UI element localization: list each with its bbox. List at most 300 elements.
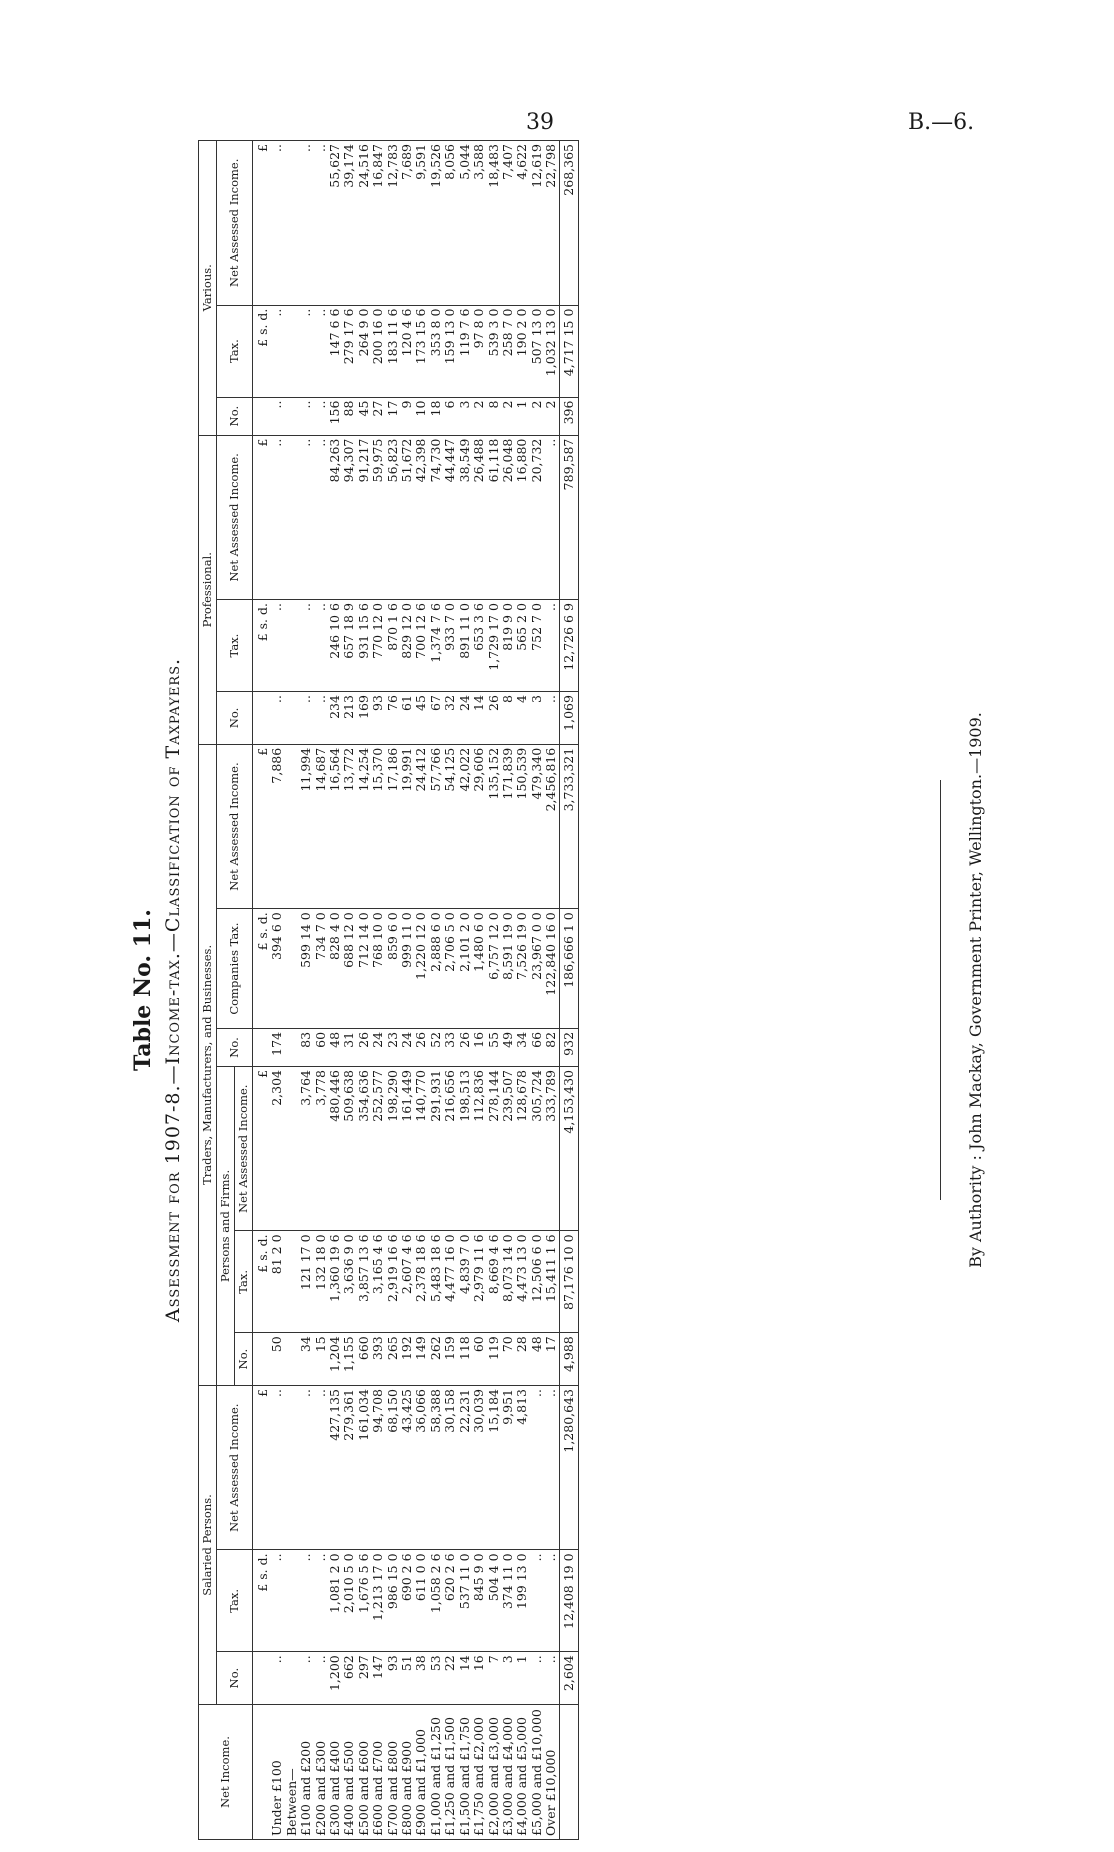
- cell-p-inc: 480,446: [328, 1067, 342, 1231]
- table-number: Table No. 11.: [130, 909, 156, 1071]
- cell-pr-tax: 246 10 6: [328, 600, 342, 692]
- cell-p-inc: 198,290: [386, 1067, 400, 1231]
- cell-s-tax: ..: [299, 1550, 313, 1652]
- cell-pr-inc: ..: [544, 435, 559, 599]
- header-professional: Professional.: [199, 435, 217, 744]
- cell-pr-inc: 44,447: [443, 435, 457, 599]
- cell-v-tax: 1,032 13 0: [544, 305, 559, 397]
- cell-v-tax: ..: [270, 305, 284, 397]
- cell-c-inc: 171,839: [501, 744, 515, 908]
- cell-pr-inc: 56,823: [386, 435, 400, 599]
- cell-pr-tax: 933 7 0: [443, 600, 457, 692]
- cell-p-inc: 3,778: [314, 1067, 328, 1231]
- cell-v-inc: 7,407: [501, 141, 515, 306]
- cell-v-tax: 353 8 0: [429, 305, 443, 397]
- cell-p-no: 15: [314, 1333, 328, 1386]
- cell-p-no: [285, 1333, 299, 1386]
- cell-pr-inc: 38,549: [458, 435, 472, 599]
- cell-s-inc: 9,951: [501, 1386, 515, 1550]
- cell-v-no: 6: [443, 397, 457, 435]
- cell-s-inc: ..: [544, 1386, 559, 1550]
- cell-s-no: [285, 1652, 299, 1705]
- row-label: £200 and £300: [314, 1705, 328, 1840]
- cell-p-no: 393: [371, 1333, 385, 1386]
- cell-s-inc: 94,708: [371, 1386, 385, 1550]
- cell-s-no: ..: [530, 1652, 544, 1705]
- cell-v-inc: ..: [299, 141, 313, 306]
- cell-pr-tax: 653 3 6: [472, 600, 486, 692]
- cell-v-no: 3: [458, 397, 472, 435]
- table-row: [357, 141, 371, 1840]
- total-s-tax: 12,408 19 0: [559, 1550, 578, 1652]
- unit-row: £ s. d. £ £ s. d. £ £ s. d. £ £ s. d. £ £ s. d. £: [253, 141, 271, 1840]
- cell-s-tax: 611 0 0: [414, 1550, 428, 1652]
- cell-s-tax: ..: [270, 1550, 284, 1652]
- cell-c-no: 16: [472, 1028, 486, 1066]
- cell-p-no: 265: [386, 1333, 400, 1386]
- cell-c-no: 174: [270, 1028, 284, 1066]
- row-label: Under £100: [270, 1705, 284, 1840]
- cell-pr-no: 76: [386, 692, 400, 745]
- cell-pr-inc: 94,307: [342, 435, 356, 599]
- cell-c-no: 66: [530, 1028, 544, 1066]
- cell-p-tax: 2,979 11 6: [472, 1231, 486, 1333]
- cell-pr-tax: 700 12 6: [414, 600, 428, 692]
- cell-p-inc: 509,638: [342, 1067, 356, 1231]
- cell-s-tax: ..: [544, 1550, 559, 1652]
- cell-c-inc: 14,687: [314, 744, 328, 908]
- cell-c-no: 60: [314, 1028, 328, 1066]
- cell-v-no: 8: [487, 397, 501, 435]
- cell-v-inc: 9,591: [414, 141, 428, 306]
- cell-p-no: 192: [400, 1333, 414, 1386]
- cell-p-inc: 198,513: [458, 1067, 472, 1231]
- cell-c-no: 26: [357, 1028, 371, 1066]
- cell-pr-no: 32: [443, 692, 457, 745]
- cell-pr-tax: 1,729 17 0: [487, 600, 501, 692]
- cell-pr-tax: 819 9 0: [501, 600, 515, 692]
- cell-s-no: 7: [487, 1652, 501, 1705]
- cell-s-tax: 537 11 0: [458, 1550, 472, 1652]
- cell-s-no: 38: [414, 1652, 428, 1705]
- cell-v-tax: 183 11 6: [386, 305, 400, 397]
- cell-v-tax: 119 7 6: [458, 305, 472, 397]
- cell-v-tax: 539 3 0: [487, 305, 501, 397]
- cell-p-tax: 5,483 18 6: [429, 1231, 443, 1333]
- cell-p-no: 119: [487, 1333, 501, 1386]
- cell-p-tax: 2,607 4 6: [400, 1231, 414, 1333]
- cell-s-tax: 2,010 5 0: [342, 1550, 356, 1652]
- cell-v-no: 2: [472, 397, 486, 435]
- cell-v-no: ..: [270, 397, 284, 435]
- cell-s-no: ..: [314, 1652, 328, 1705]
- cell-p-tax: 1,360 19 6: [328, 1231, 342, 1333]
- cell-pr-no: 8: [501, 692, 515, 745]
- cell-v-inc: 4,622: [515, 141, 529, 306]
- cell-s-tax: 374 11 0: [501, 1550, 515, 1652]
- cell-s-inc: ..: [530, 1386, 544, 1550]
- cell-c-tax: 7,526 19 0: [515, 909, 529, 1029]
- cell-pr-tax: [285, 600, 299, 692]
- row-label: £400 and £500: [342, 1705, 356, 1840]
- cell-s-tax: ..: [530, 1550, 544, 1652]
- cell-s-inc: [285, 1386, 299, 1550]
- cell-c-no: 49: [501, 1028, 515, 1066]
- cell-s-tax: 199 13 0: [515, 1550, 529, 1652]
- cell-p-inc: 278,144: [487, 1067, 501, 1231]
- cell-c-tax: 599 14 0: [299, 909, 313, 1029]
- cell-v-no: 10: [414, 397, 428, 435]
- table-row: [544, 141, 559, 1840]
- table-row: [472, 141, 486, 1840]
- table-row: [386, 141, 400, 1840]
- cell-v-no: 2: [501, 397, 515, 435]
- cell-v-inc: 5,044: [458, 141, 472, 306]
- header-tax: Tax.: [217, 1550, 253, 1652]
- header-tax: Tax.: [217, 600, 253, 692]
- cell-c-tax: 828 4 0: [328, 909, 342, 1029]
- cell-c-inc: 13,772: [342, 744, 356, 908]
- cell-s-no: 1,200: [328, 1652, 342, 1705]
- cell-c-inc: 14,254: [357, 744, 371, 908]
- cell-p-tax: 2,919 16 6: [386, 1231, 400, 1333]
- cell-s-tax: 1,676 5 6: [357, 1550, 371, 1652]
- cell-s-tax: 1,213 17 0: [371, 1550, 385, 1652]
- cell-s-no: ..: [544, 1652, 559, 1705]
- cell-c-tax: 23,967 0 0: [530, 909, 544, 1029]
- cell-c-no: 52: [429, 1028, 443, 1066]
- cell-s-no: 3: [501, 1652, 515, 1705]
- cell-pr-tax: ..: [544, 600, 559, 692]
- cell-pr-inc: 84,263: [328, 435, 342, 599]
- cell-c-no: 83: [299, 1028, 313, 1066]
- header-net-assessed: Net Assessed Income.: [217, 435, 253, 599]
- header-net-income: Net Income.: [199, 1705, 253, 1840]
- total-c-no: 932: [559, 1028, 578, 1066]
- cell-pr-tax: 1,374 7 6: [429, 600, 443, 692]
- cell-pr-no: ..: [544, 692, 559, 745]
- total-p-tax: 87,176 10 0: [559, 1231, 578, 1333]
- header-salaried: Salaried Persons.: [199, 1386, 217, 1705]
- cell-p-tax: 8,669 4 6: [487, 1231, 501, 1333]
- cell-p-inc: [285, 1067, 299, 1231]
- cell-p-inc: 140,770: [414, 1067, 428, 1231]
- cell-p-tax: 4,477 16 0: [443, 1231, 457, 1333]
- row-label: £1,000 and £1,250: [429, 1705, 443, 1840]
- cell-p-no: 149: [414, 1333, 428, 1386]
- document-reference: B.—6.: [908, 110, 975, 135]
- cell-p-no: 28: [515, 1333, 529, 1386]
- table-row: [429, 141, 443, 1840]
- cell-v-tax: 200 16 0: [371, 305, 385, 397]
- cell-s-inc: 4,813: [515, 1386, 529, 1550]
- row-label: £2,000 and £3,000: [487, 1705, 501, 1840]
- cell-p-tax: 15,411 1 6: [544, 1231, 559, 1333]
- table-row: [328, 141, 342, 1840]
- cell-s-no: 662: [342, 1652, 356, 1705]
- table-row: [299, 141, 313, 1840]
- total-p-inc: 4,153,430: [559, 1067, 578, 1231]
- cell-v-inc: 55,627: [328, 141, 342, 306]
- cell-v-tax: 147 6 6: [328, 305, 342, 397]
- cell-c-inc: 54,125: [443, 744, 457, 908]
- cell-pr-no: 26: [487, 692, 501, 745]
- table-body: [253, 141, 579, 1840]
- cell-c-inc: 2,456,816: [544, 744, 559, 908]
- cell-s-inc: ..: [270, 1386, 284, 1550]
- footer-rule: [940, 780, 941, 1200]
- cell-v-tax: 190 2 0: [515, 305, 529, 397]
- cell-p-inc: 3,764: [299, 1067, 313, 1231]
- cell-pr-inc: 59,975: [371, 435, 385, 599]
- cell-v-inc: 16,847: [371, 141, 385, 306]
- cell-p-tax: 2,378 18 6: [414, 1231, 428, 1333]
- cell-pr-inc: ..: [299, 435, 313, 599]
- cell-v-no: ..: [299, 397, 313, 435]
- row-label: £500 and £600: [357, 1705, 371, 1840]
- cell-s-tax: 620 2 6: [443, 1550, 457, 1652]
- row-label: £1,750 and £2,000: [472, 1705, 486, 1840]
- page-number: 39: [526, 110, 554, 135]
- cell-pr-inc: [285, 435, 299, 599]
- table-row: [285, 141, 299, 1840]
- cell-c-no: 34: [515, 1028, 529, 1066]
- cell-s-no: 16: [472, 1652, 486, 1705]
- cell-v-no: 45: [357, 397, 371, 435]
- cell-p-tax: 132 18 0: [314, 1231, 328, 1333]
- cell-pr-no: 213: [342, 692, 356, 745]
- table-row: [414, 141, 428, 1840]
- cell-s-no: 93: [386, 1652, 400, 1705]
- table-row: [530, 141, 544, 1840]
- cell-s-inc: 279,361: [342, 1386, 356, 1550]
- total-s-inc: 1,280,643: [559, 1386, 578, 1550]
- cell-pr-no: 24: [458, 692, 472, 745]
- cell-c-no: 24: [400, 1028, 414, 1066]
- cell-s-inc: 22,231: [458, 1386, 472, 1550]
- totals-row: [559, 141, 578, 1840]
- cell-s-inc: ..: [314, 1386, 328, 1550]
- row-label: £5,000 and £10,000: [530, 1705, 544, 1840]
- cell-v-inc: 24,516: [357, 141, 371, 306]
- cell-s-inc: 58,388: [429, 1386, 443, 1550]
- cell-s-no: ..: [270, 1652, 284, 1705]
- row-label: £1,250 and £1,500: [443, 1705, 457, 1840]
- table-row: [515, 141, 529, 1840]
- cell-pr-inc: 20,732: [530, 435, 544, 599]
- table-row: [314, 141, 328, 1840]
- cell-c-tax: 859 6 0: [386, 909, 400, 1029]
- table-row: [400, 141, 414, 1840]
- cell-p-tax: 121 17 0: [299, 1231, 313, 1333]
- cell-c-no: 26: [414, 1028, 428, 1066]
- cell-v-inc: 22,798: [544, 141, 559, 306]
- table-row: [487, 141, 501, 1840]
- cell-pr-no: 93: [371, 692, 385, 745]
- cell-c-no: 55: [487, 1028, 501, 1066]
- cell-c-tax: 6,757 12 0: [487, 909, 501, 1029]
- header-various: Various.: [199, 141, 217, 436]
- cell-c-inc: 29,606: [472, 744, 486, 908]
- cell-p-no: 34: [299, 1333, 313, 1386]
- cell-pr-no: 14: [472, 692, 486, 745]
- cell-p-tax: 3,165 4 6: [371, 1231, 385, 1333]
- cell-pr-no: ..: [270, 692, 284, 745]
- cell-c-tax: 768 10 0: [371, 909, 385, 1029]
- total-pr-no: 1,069: [559, 692, 578, 745]
- cell-pr-tax: 931 15 6: [357, 600, 371, 692]
- cell-pr-no: [285, 692, 299, 745]
- cell-v-inc: 8,056: [443, 141, 457, 306]
- cell-v-tax: 507 13 0: [530, 305, 544, 397]
- cell-v-no: 2: [530, 397, 544, 435]
- row-label: £700 and £800: [386, 1705, 400, 1840]
- cell-v-tax: 279 17 6: [342, 305, 356, 397]
- cell-pr-tax: 770 12 0: [371, 600, 385, 692]
- cell-v-no: ..: [314, 397, 328, 435]
- cell-c-no: 26: [458, 1028, 472, 1066]
- cell-c-no: 48: [328, 1028, 342, 1066]
- cell-v-no: [285, 397, 299, 435]
- cell-pr-inc: 51,672: [400, 435, 414, 599]
- cell-s-no: 147: [371, 1652, 385, 1705]
- cell-s-inc: 36,066: [414, 1386, 428, 1550]
- table-row: [501, 141, 515, 1840]
- cell-pr-no: 169: [357, 692, 371, 745]
- table-row: [342, 141, 356, 1840]
- cell-pr-inc: 91,217: [357, 435, 371, 599]
- row-label: £1,500 and £1,750: [458, 1705, 472, 1840]
- cell-c-inc: 57,766: [429, 744, 443, 908]
- cell-c-no: 31: [342, 1028, 356, 1066]
- cell-v-inc: 12,619: [530, 141, 544, 306]
- cell-v-inc: [285, 141, 299, 306]
- cell-pr-tax: 829 12 0: [400, 600, 414, 692]
- cell-c-inc: 17,186: [386, 744, 400, 908]
- cell-c-tax: 122,840 16 0: [544, 909, 559, 1029]
- cell-pr-inc: 61,118: [487, 435, 501, 599]
- cell-s-inc: 161,034: [357, 1386, 371, 1550]
- cell-c-inc: 19,991: [400, 744, 414, 908]
- row-label: £300 and £400: [328, 1705, 342, 1840]
- header-no: No.: [217, 1652, 253, 1705]
- cell-s-inc: 30,039: [472, 1386, 486, 1550]
- cell-p-no: 17: [544, 1333, 559, 1386]
- cell-pr-inc: 42,398: [414, 435, 428, 599]
- cell-p-no: 159: [443, 1333, 457, 1386]
- row-label: £900 and £1,000: [414, 1705, 428, 1840]
- total-v-tax: 4,717 15 0: [559, 305, 578, 397]
- cell-v-no: 9: [400, 397, 414, 435]
- cell-pr-tax: 565 2 0: [515, 600, 529, 692]
- cell-v-inc: ..: [314, 141, 328, 306]
- cell-v-no: 2: [544, 397, 559, 435]
- cell-p-tax: 4,839 7 0: [458, 1231, 472, 1333]
- cell-p-tax: 8,073 14 0: [501, 1231, 515, 1333]
- cell-v-no: 1: [515, 397, 529, 435]
- cell-p-no: 1,155: [342, 1333, 356, 1386]
- total-c-inc: 3,733,321: [559, 744, 578, 908]
- header-companies-tax: Companies Tax.: [217, 909, 253, 1029]
- cell-pr-tax: ..: [299, 600, 313, 692]
- cell-c-no: 33: [443, 1028, 457, 1066]
- cell-p-inc: 216,656: [443, 1067, 457, 1231]
- cell-pr-tax: 891 11 0: [458, 600, 472, 692]
- cell-p-no: 118: [458, 1333, 472, 1386]
- cell-c-inc: 15,370: [371, 744, 385, 908]
- header-tax: Tax.: [235, 1231, 253, 1333]
- header-traders: Traders, Manufacturers, and Businesses.: [199, 744, 217, 1385]
- cell-p-inc: 128,678: [515, 1067, 529, 1231]
- cell-s-tax: 690 2 6: [400, 1550, 414, 1652]
- cell-c-tax: 999 11 0: [400, 909, 414, 1029]
- row-label: Between—: [285, 1705, 299, 1840]
- cell-v-tax: 258 7 0: [501, 305, 515, 397]
- cell-c-tax: 688 12 0: [342, 909, 356, 1029]
- cell-c-tax: 8,591 19 0: [501, 909, 515, 1029]
- cell-c-tax: 2,888 6 0: [429, 909, 443, 1029]
- cell-s-no: 53: [429, 1652, 443, 1705]
- cell-v-inc: 39,174: [342, 141, 356, 306]
- classification-table: [198, 140, 579, 1840]
- cell-pr-tax: ..: [314, 600, 328, 692]
- printer-imprint: By Authority : John Mackay, Government Printer, Wellington.—1909.: [966, 712, 985, 1268]
- total-c-tax: 186,666 1 0: [559, 909, 578, 1029]
- cell-v-no: 18: [429, 397, 443, 435]
- cell-p-tax: 3,857 13 6: [357, 1231, 371, 1333]
- cell-s-inc: 427,135: [328, 1386, 342, 1550]
- cell-v-tax: 159 13 0: [443, 305, 457, 397]
- table-row: [270, 141, 284, 1840]
- cell-pr-tax: 752 7 0: [530, 600, 544, 692]
- cell-p-inc: 354,636: [357, 1067, 371, 1231]
- cell-v-tax: ..: [314, 305, 328, 397]
- cell-s-no: 22: [443, 1652, 457, 1705]
- cell-v-tax: 120 4 6: [400, 305, 414, 397]
- cell-c-no: [285, 1028, 299, 1066]
- total-v-inc: 268,365: [559, 141, 578, 306]
- cell-c-inc: 7,886: [270, 744, 284, 908]
- cell-pr-no: 4: [515, 692, 529, 745]
- rotated-table-page: [130, 120, 1030, 1840]
- cell-v-tax: 97 8 0: [472, 305, 486, 397]
- cell-pr-no: 3: [530, 692, 544, 745]
- cell-c-inc: 42,022: [458, 744, 472, 908]
- cell-c-tax: 1,220 12 0: [414, 909, 428, 1029]
- cell-s-tax: 1,058 2 6: [429, 1550, 443, 1652]
- cell-pr-no: ..: [299, 692, 313, 745]
- total-pr-tax: 12,726 6 9: [559, 600, 578, 692]
- cell-c-inc: 150,539: [515, 744, 529, 908]
- cell-v-no: 17: [386, 397, 400, 435]
- cell-pr-tax: ..: [270, 600, 284, 692]
- cell-pr-no: 45: [414, 692, 428, 745]
- cell-p-no: 50: [270, 1333, 284, 1386]
- cell-p-tax: 81 2 0: [270, 1231, 284, 1333]
- cell-p-tax: 4,473 13 0: [515, 1231, 529, 1333]
- header-net-assessed: Net Assessed Income.: [217, 141, 253, 306]
- cell-p-tax: 12,506 6 0: [530, 1231, 544, 1333]
- cell-v-no: 88: [342, 397, 356, 435]
- cell-v-no: 27: [371, 397, 385, 435]
- table-row: [371, 141, 385, 1840]
- cell-pr-no: ..: [314, 692, 328, 745]
- cell-s-tax: [285, 1550, 299, 1652]
- cell-p-no: 1,204: [328, 1333, 342, 1386]
- cell-c-inc: [285, 744, 299, 908]
- cell-v-inc: 19,526: [429, 141, 443, 306]
- cell-c-inc: 16,564: [328, 744, 342, 908]
